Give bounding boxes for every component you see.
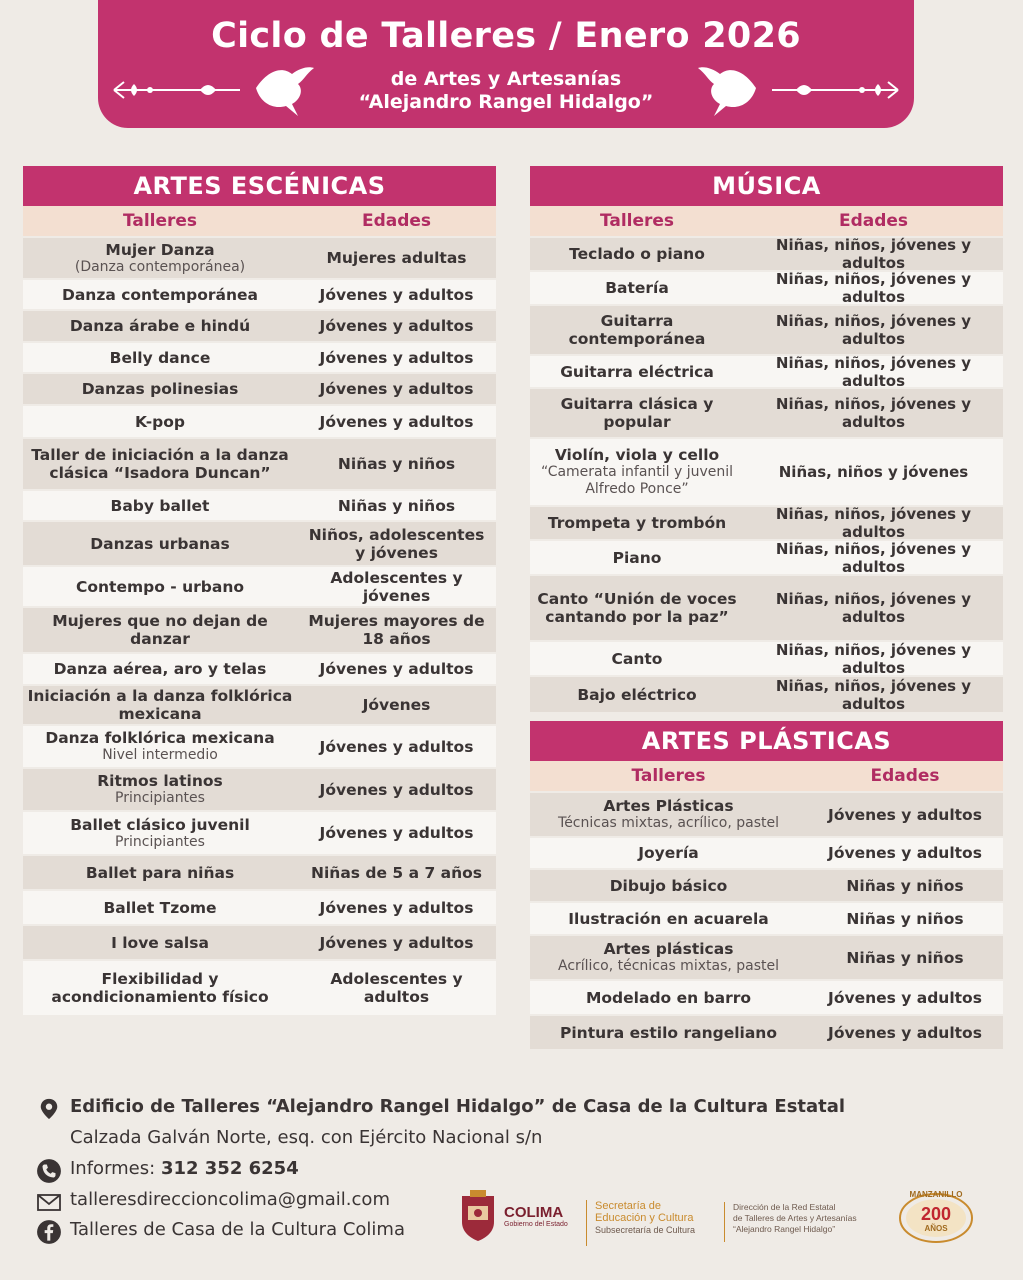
table-row <box>23 959 496 1015</box>
table-row <box>23 889 496 924</box>
address-street: Calzada Galván Norte, esq. con Ejército Nacional s/n <box>70 1127 543 1148</box>
edad-cell: Niñas, niños, jóvenes y adultos <box>775 640 972 677</box>
direccion-line-3: “Alejandro Rangel Hidalgo” <box>733 1224 836 1234</box>
email-address[interactable]: talleresdireccioncolima@gmail.com <box>70 1189 390 1210</box>
street-line <box>36 1127 936 1153</box>
table-row <box>23 810 496 854</box>
phone-icon <box>36 1158 62 1184</box>
taller-name: Flexibilidad y acondicionamiento físico <box>51 970 269 1006</box>
taller-cell <box>23 380 297 398</box>
table-row <box>23 309 496 341</box>
facebook-icon <box>36 1219 62 1245</box>
taller-cell <box>23 349 297 367</box>
taller-name: Modelado en barro <box>585 988 752 1007</box>
taller-name: Mujer Danza <box>105 240 215 259</box>
table-row <box>23 652 496 684</box>
table-row <box>23 520 496 565</box>
taller-cell <box>23 317 297 335</box>
state-shield-icon <box>458 1188 498 1242</box>
table-row <box>530 836 1003 868</box>
table-row <box>530 901 1003 934</box>
taller-cell <box>23 899 297 917</box>
table-row <box>23 341 496 372</box>
taller-cell <box>23 687 297 723</box>
address-title: Edificio de Talleres “Alejandro Rangel Hidalgo” de Casa de la Cultura Estatal <box>70 1096 846 1117</box>
taller-cell <box>23 660 297 678</box>
edad-cell: Jóvenes y adultos <box>828 805 982 824</box>
taller-name: Canto “Unión de voces cantando por la paz” <box>537 590 737 626</box>
edad-cell: Jóvenes y adultos <box>319 285 474 304</box>
edad-cell: Niñas, niños, jóvenes y adultos <box>775 312 972 348</box>
table-row <box>530 640 1003 675</box>
table-row <box>23 724 496 767</box>
taller-cell <box>530 940 807 975</box>
taller-cell <box>23 241 297 276</box>
edad-cell: Niñas, niños, jóvenes y adultos <box>775 505 972 541</box>
edad-cell: Niñas de 5 a 7 años <box>311 863 482 882</box>
edad-cell: Niñas, niños, jóvenes y adultos <box>775 353 972 390</box>
table-row <box>23 606 496 652</box>
taller-cell <box>530 797 807 832</box>
column-header <box>530 206 1003 236</box>
taller-note: Principiantes <box>115 790 205 806</box>
edad-cell: Niñas, niños, jóvenes y adultos <box>775 236 972 272</box>
taller-note: Nivel intermedio <box>102 747 218 763</box>
edad-cell: Niñas, niños, jóvenes y adultos <box>775 676 972 713</box>
table-row <box>23 437 496 489</box>
column-header <box>23 206 496 236</box>
edad-cell: Jóvenes y adultos <box>319 317 474 335</box>
table-row <box>23 565 496 606</box>
colima-subtitle: Gobierno del Estado <box>504 1221 568 1228</box>
edad-cell: Jóvenes y adultos <box>319 660 474 678</box>
right-dove-icon <box>694 60 764 122</box>
direccion-logo <box>724 1202 884 1242</box>
taller-note: “Camerata infantil y juvenil Alfredo Ponce” <box>540 464 734 497</box>
taller-cell <box>23 934 297 952</box>
taller-note: Acrílico, técnicas mixtas, pastel <box>557 958 780 974</box>
edad-cell: Niñas y niños <box>846 948 964 967</box>
edad-cell: Niñas, niños, jóvenes y adultos <box>775 539 972 576</box>
taller-cell <box>530 844 807 862</box>
left-dove-icon <box>248 60 318 122</box>
taller-note: Principiantes <box>115 833 205 850</box>
taller-name: Danzas polinesias <box>81 380 239 398</box>
taller-cell <box>23 497 297 515</box>
taller-name: Danza aérea, aro y telas <box>53 660 267 678</box>
table-row <box>23 854 496 889</box>
taller-cell <box>23 970 297 1006</box>
taller-name: I love salsa <box>111 933 209 952</box>
taller-note: (Danza contemporánea) <box>74 258 246 275</box>
table-row <box>23 278 496 309</box>
taller-name: Ballet Tzome <box>103 898 217 917</box>
taller-cell <box>530 312 744 348</box>
subtitle-line-2: “Alejandro Rangel Hidalgo” <box>358 91 654 113</box>
taller-cell <box>23 864 297 882</box>
table-row <box>23 767 496 810</box>
taller-cell <box>530 1024 807 1042</box>
section-title: ARTES ESCÉNICAS <box>23 166 496 206</box>
artes-plasticas-table <box>530 721 1003 1049</box>
right-ornament-icon <box>762 74 902 106</box>
taller-name: Danzas urbanas <box>90 534 230 553</box>
facebook-page[interactable]: Talleres de Casa de la Cultura Colima <box>70 1219 405 1240</box>
taller-cell <box>23 578 297 596</box>
taller-name: Guitarra eléctrica <box>560 362 714 381</box>
taller-name: Teclado o piano <box>569 245 705 263</box>
direccion-line-2: de Talleres de Artes y Artesanías <box>733 1213 857 1223</box>
edad-cell: Adolescentes y jóvenes <box>330 568 463 605</box>
taller-name: Pintura estilo rangeliano <box>560 1023 777 1042</box>
edad-cell: Adolescentes y adultos <box>330 970 463 1006</box>
edad-cell: Jóvenes y adultos <box>319 737 474 756</box>
manzanillo-years: AÑOS <box>924 1224 948 1233</box>
edad-cell: Jóvenes y adultos <box>828 1023 982 1042</box>
taller-name: Ballet para niñas <box>85 863 235 882</box>
page-title: Ciclo de Talleres / Enero 2026 <box>211 16 801 56</box>
edad-cell: Jóvenes y adultos <box>319 898 474 917</box>
table-row <box>530 437 1003 505</box>
edad-cell: Niñas, niños, jóvenes y adultos <box>775 590 972 626</box>
table-row <box>530 270 1003 304</box>
column-edades: Edades <box>870 766 940 786</box>
table-row <box>23 684 496 724</box>
edad-cell: Jóvenes y adultos <box>828 844 982 862</box>
edad-cell: Jóvenes y adultos <box>319 380 474 398</box>
table-row <box>23 489 496 520</box>
taller-name: Bajo eléctrico <box>577 685 697 704</box>
taller-cell <box>530 650 744 668</box>
phone-label: Informes: <box>70 1158 156 1179</box>
taller-name: Taller de iniciación a la danza clásica “Isadora Duncan” <box>31 446 289 482</box>
taller-name: Trompeta y trombón <box>547 514 727 532</box>
taller-cell <box>23 816 297 851</box>
edad-cell: Niñas y niños <box>846 909 964 928</box>
table-row <box>530 979 1003 1014</box>
taller-name: Danza árabe e hindú <box>69 317 251 335</box>
colima-logo <box>458 1188 578 1244</box>
taller-name: Danza contemporánea <box>61 285 259 304</box>
address-line <box>36 1096 936 1122</box>
taller-name: Ilustración en acuarela <box>568 909 769 928</box>
direccion-line-1: Dirección de la Red Estatal <box>733 1202 836 1212</box>
secretaria-line-1: Secretaría de <box>595 1200 662 1212</box>
column-edades: Edades <box>838 211 909 231</box>
taller-name: Baby ballet <box>110 496 210 515</box>
section-title: ARTES PLÁSTICAS <box>530 721 1003 761</box>
taller-name: Artes Plásticas <box>603 797 734 815</box>
table-row <box>530 1014 1003 1049</box>
taller-cell <box>530 514 744 532</box>
subtitle-line-1: de Artes y Artesanías <box>390 68 622 90</box>
phone-number[interactable]: 312 352 6254 <box>160 1158 299 1179</box>
taller-name: Batería <box>605 279 669 297</box>
taller-cell <box>23 413 297 431</box>
edad-cell: Niñas, niños, jóvenes y adultos <box>775 395 972 431</box>
taller-name: Artes plásticas <box>603 940 734 958</box>
taller-cell <box>23 729 297 764</box>
taller-cell <box>530 446 744 498</box>
section-title: MÚSICA <box>530 166 1003 206</box>
table-row <box>530 304 1003 354</box>
phone-text <box>70 1158 299 1179</box>
taller-note: Técnicas mixtas, acrílico, pastel <box>558 815 779 831</box>
taller-cell <box>530 245 744 263</box>
taller-cell <box>23 286 297 304</box>
edad-cell: Jóvenes y adultos <box>319 412 474 431</box>
taller-cell <box>530 279 744 297</box>
table-row <box>530 353 1003 390</box>
taller-name: Dibujo básico <box>609 876 728 895</box>
taller-cell <box>530 877 807 895</box>
taller-name: Ritmos latinos <box>97 772 223 790</box>
column-talleres: Talleres <box>122 211 198 231</box>
taller-name: Danza folklórica mexicana <box>45 729 275 747</box>
column-talleres: Talleres <box>599 211 675 231</box>
taller-name: Guitarra clásica y popular <box>560 395 714 431</box>
secretaria-line-3: Subsecretaría de Cultura <box>595 1225 696 1235</box>
table-row <box>23 236 496 278</box>
column-edades: Edades <box>361 211 432 231</box>
taller-cell <box>530 686 744 704</box>
table-row <box>530 505 1003 539</box>
taller-cell <box>23 446 297 482</box>
taller-name: Violín, viola y cello <box>554 446 720 464</box>
manzanillo-200-logo <box>896 1186 976 1246</box>
table-row <box>23 404 496 437</box>
taller-name: Mujeres que no dejan de danzar <box>52 612 268 648</box>
taller-name: Canto <box>611 649 663 668</box>
taller-name: Joyería <box>638 844 699 862</box>
taller-name: Contempo - urbano <box>75 577 245 596</box>
table-row <box>23 924 496 959</box>
edad-cell: Mujeres adultas <box>326 249 467 267</box>
taller-cell <box>23 535 297 553</box>
taller-name: Belly dance <box>109 348 211 367</box>
location-pin-icon <box>38 1096 60 1122</box>
edad-cell: Jóvenes y adultos <box>828 988 982 1007</box>
email-icon <box>36 1189 62 1215</box>
taller-name: Ballet clásico juvenil <box>70 815 250 834</box>
manzanillo-label: MANZANILLO <box>909 1190 963 1199</box>
artes-escenicas-table <box>23 166 496 1015</box>
table-row <box>530 387 1003 437</box>
taller-cell <box>23 612 297 648</box>
edad-cell: Niñas y niños <box>846 876 964 895</box>
header-banner <box>98 0 914 128</box>
taller-name: Piano <box>612 548 662 567</box>
table-row <box>23 372 496 404</box>
edad-cell: Jóvenes y adultos <box>319 780 474 799</box>
secretaria-line-2: Educación y Cultura <box>595 1212 694 1224</box>
taller-name: K-pop <box>135 412 185 431</box>
taller-cell <box>530 549 744 567</box>
left-ornament-icon <box>110 74 250 106</box>
edad-cell: Jóvenes <box>362 696 431 714</box>
edad-cell: Mujeres mayores de 18 años <box>308 612 485 648</box>
colima-name: COLIMA <box>504 1204 564 1221</box>
table-row <box>530 574 1003 640</box>
column-header <box>530 761 1003 791</box>
taller-cell <box>530 363 744 381</box>
table-row <box>530 934 1003 979</box>
edad-cell: Niñas y niños <box>337 496 456 515</box>
edad-cell: Niñas, niños, jóvenes y adultos <box>775 270 972 306</box>
manzanillo-number: 200 <box>920 1204 952 1224</box>
taller-cell <box>530 590 744 626</box>
edad-cell: Niñas, niños y jóvenes <box>778 463 969 481</box>
musica-table <box>530 166 1003 712</box>
taller-cell <box>23 772 297 807</box>
edad-cell: Niñas y niños <box>337 455 456 473</box>
taller-cell <box>530 910 807 928</box>
phone-line <box>36 1158 936 1184</box>
edad-cell: Jóvenes y adultos <box>319 933 474 952</box>
table-row <box>530 868 1003 901</box>
table-row <box>530 675 1003 712</box>
edad-cell: Niños, adolescentes y jóvenes <box>308 525 485 562</box>
edad-cell: Jóvenes y adultos <box>319 824 474 842</box>
taller-cell <box>530 989 807 1007</box>
edad-cell: Jóvenes y adultos <box>319 348 474 367</box>
secretaria-logo <box>586 1200 724 1246</box>
taller-name: Iniciación a la danza folklórica mexicana <box>27 687 293 723</box>
column-talleres: Talleres <box>631 766 706 786</box>
taller-cell <box>530 395 744 431</box>
taller-name: Guitarra contemporánea <box>568 312 706 348</box>
table-row <box>530 791 1003 836</box>
table-row <box>530 236 1003 270</box>
table-row <box>530 539 1003 574</box>
